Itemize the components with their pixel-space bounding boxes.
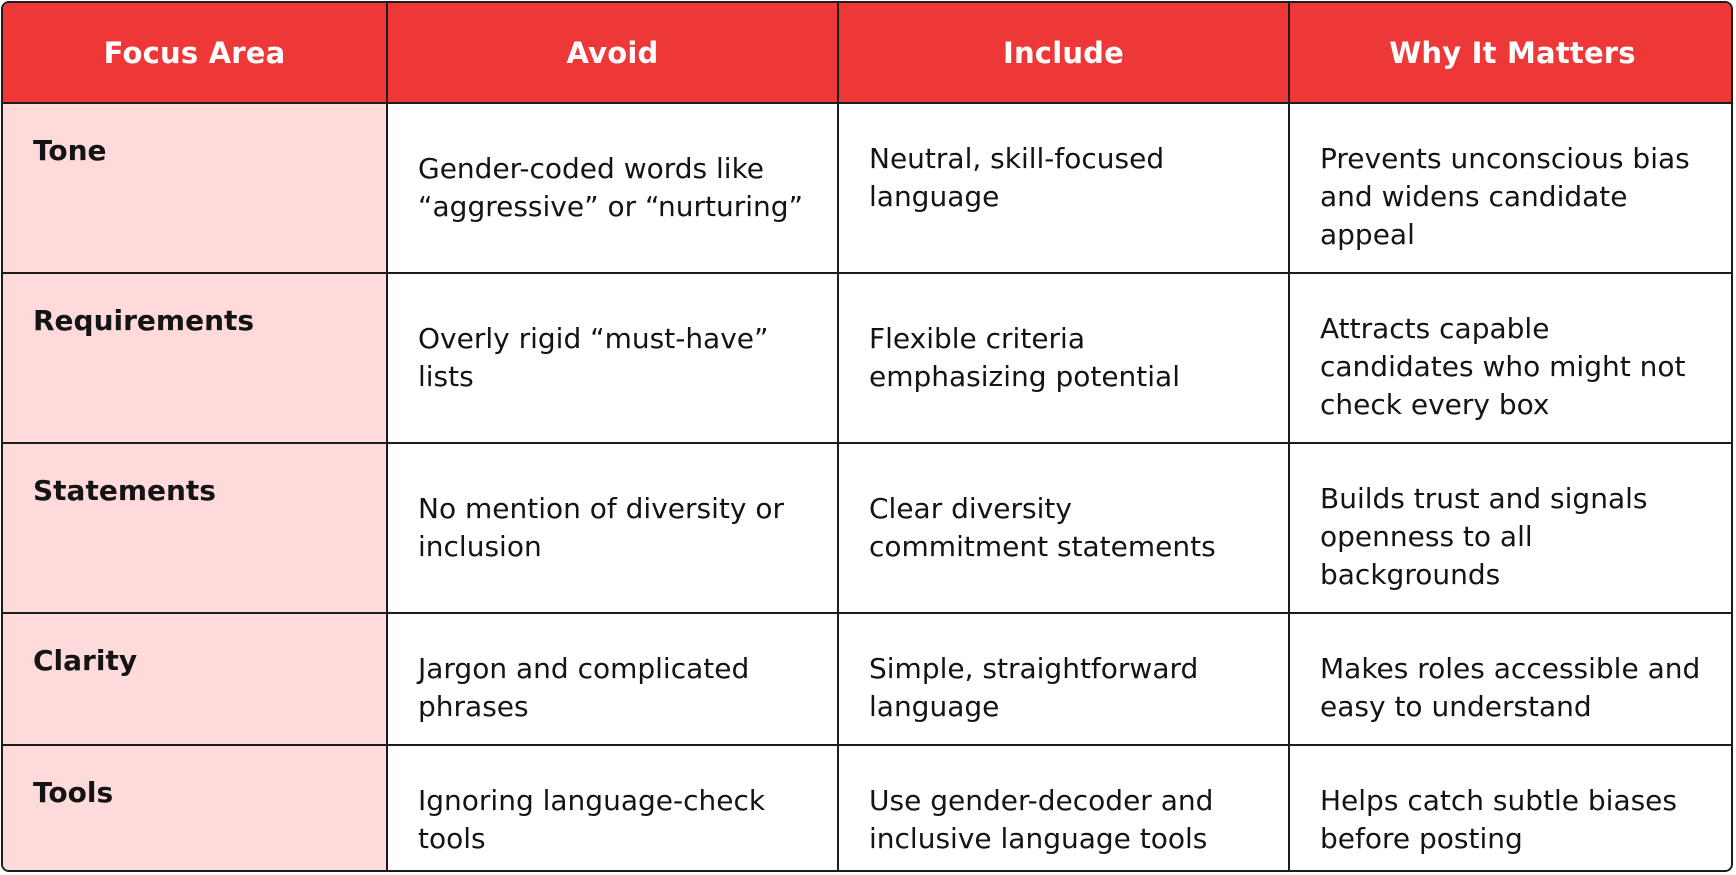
why-cell: Builds trust and signals openness to all backgrounds [1289,443,1733,613]
include-cell: Clear diversity commitment statements [838,443,1289,613]
focus-area-cell: Tools [3,745,387,872]
include-cell: Simple, straightforward language [838,613,1289,745]
focus-area-cell: Clarity [3,613,387,745]
comparison-table-grid [3,3,1733,872]
why-cell: Attracts capable candidates who might not check every box [1289,273,1733,443]
why-cell: Helps catch subtle biases before posting [1289,745,1733,872]
why-cell: Prevents unconscious bias and widens candidate appeal [1289,103,1733,273]
comparison-table [1,1,1733,872]
include-cell: Neutral, skill-focused language [838,103,1289,273]
table-row [3,443,1733,613]
include-cell: Flexible criteria emphasizing potential [838,273,1289,443]
focus-area-cell: Tone [3,103,387,273]
focus-area-cell: Statements [3,443,387,613]
header-avoid: Avoid [387,3,838,103]
avoid-cell: No mention of diversity or inclusion [387,443,838,613]
table-row [3,745,1733,872]
header-include: Include [838,3,1289,103]
include-cell: Use gender-decoder and inclusive language tools [838,745,1289,872]
avoid-cell: Overly rigid “must-have” lists [387,273,838,443]
table-row [3,273,1733,443]
table-row [3,613,1733,745]
header-row [3,3,1733,103]
why-cell: Makes roles accessible and easy to understand [1289,613,1733,745]
header-focus-area: Focus Area [3,3,387,103]
avoid-cell: Ignoring language-check tools [387,745,838,872]
avoid-cell: Gender-coded words like “aggressive” or “nurturing” [387,103,838,273]
header-why-it-matters: Why It Matters [1289,3,1733,103]
avoid-cell: Jargon and complicated phrases [387,613,838,745]
focus-area-cell: Requirements [3,273,387,443]
table-row [3,103,1733,273]
